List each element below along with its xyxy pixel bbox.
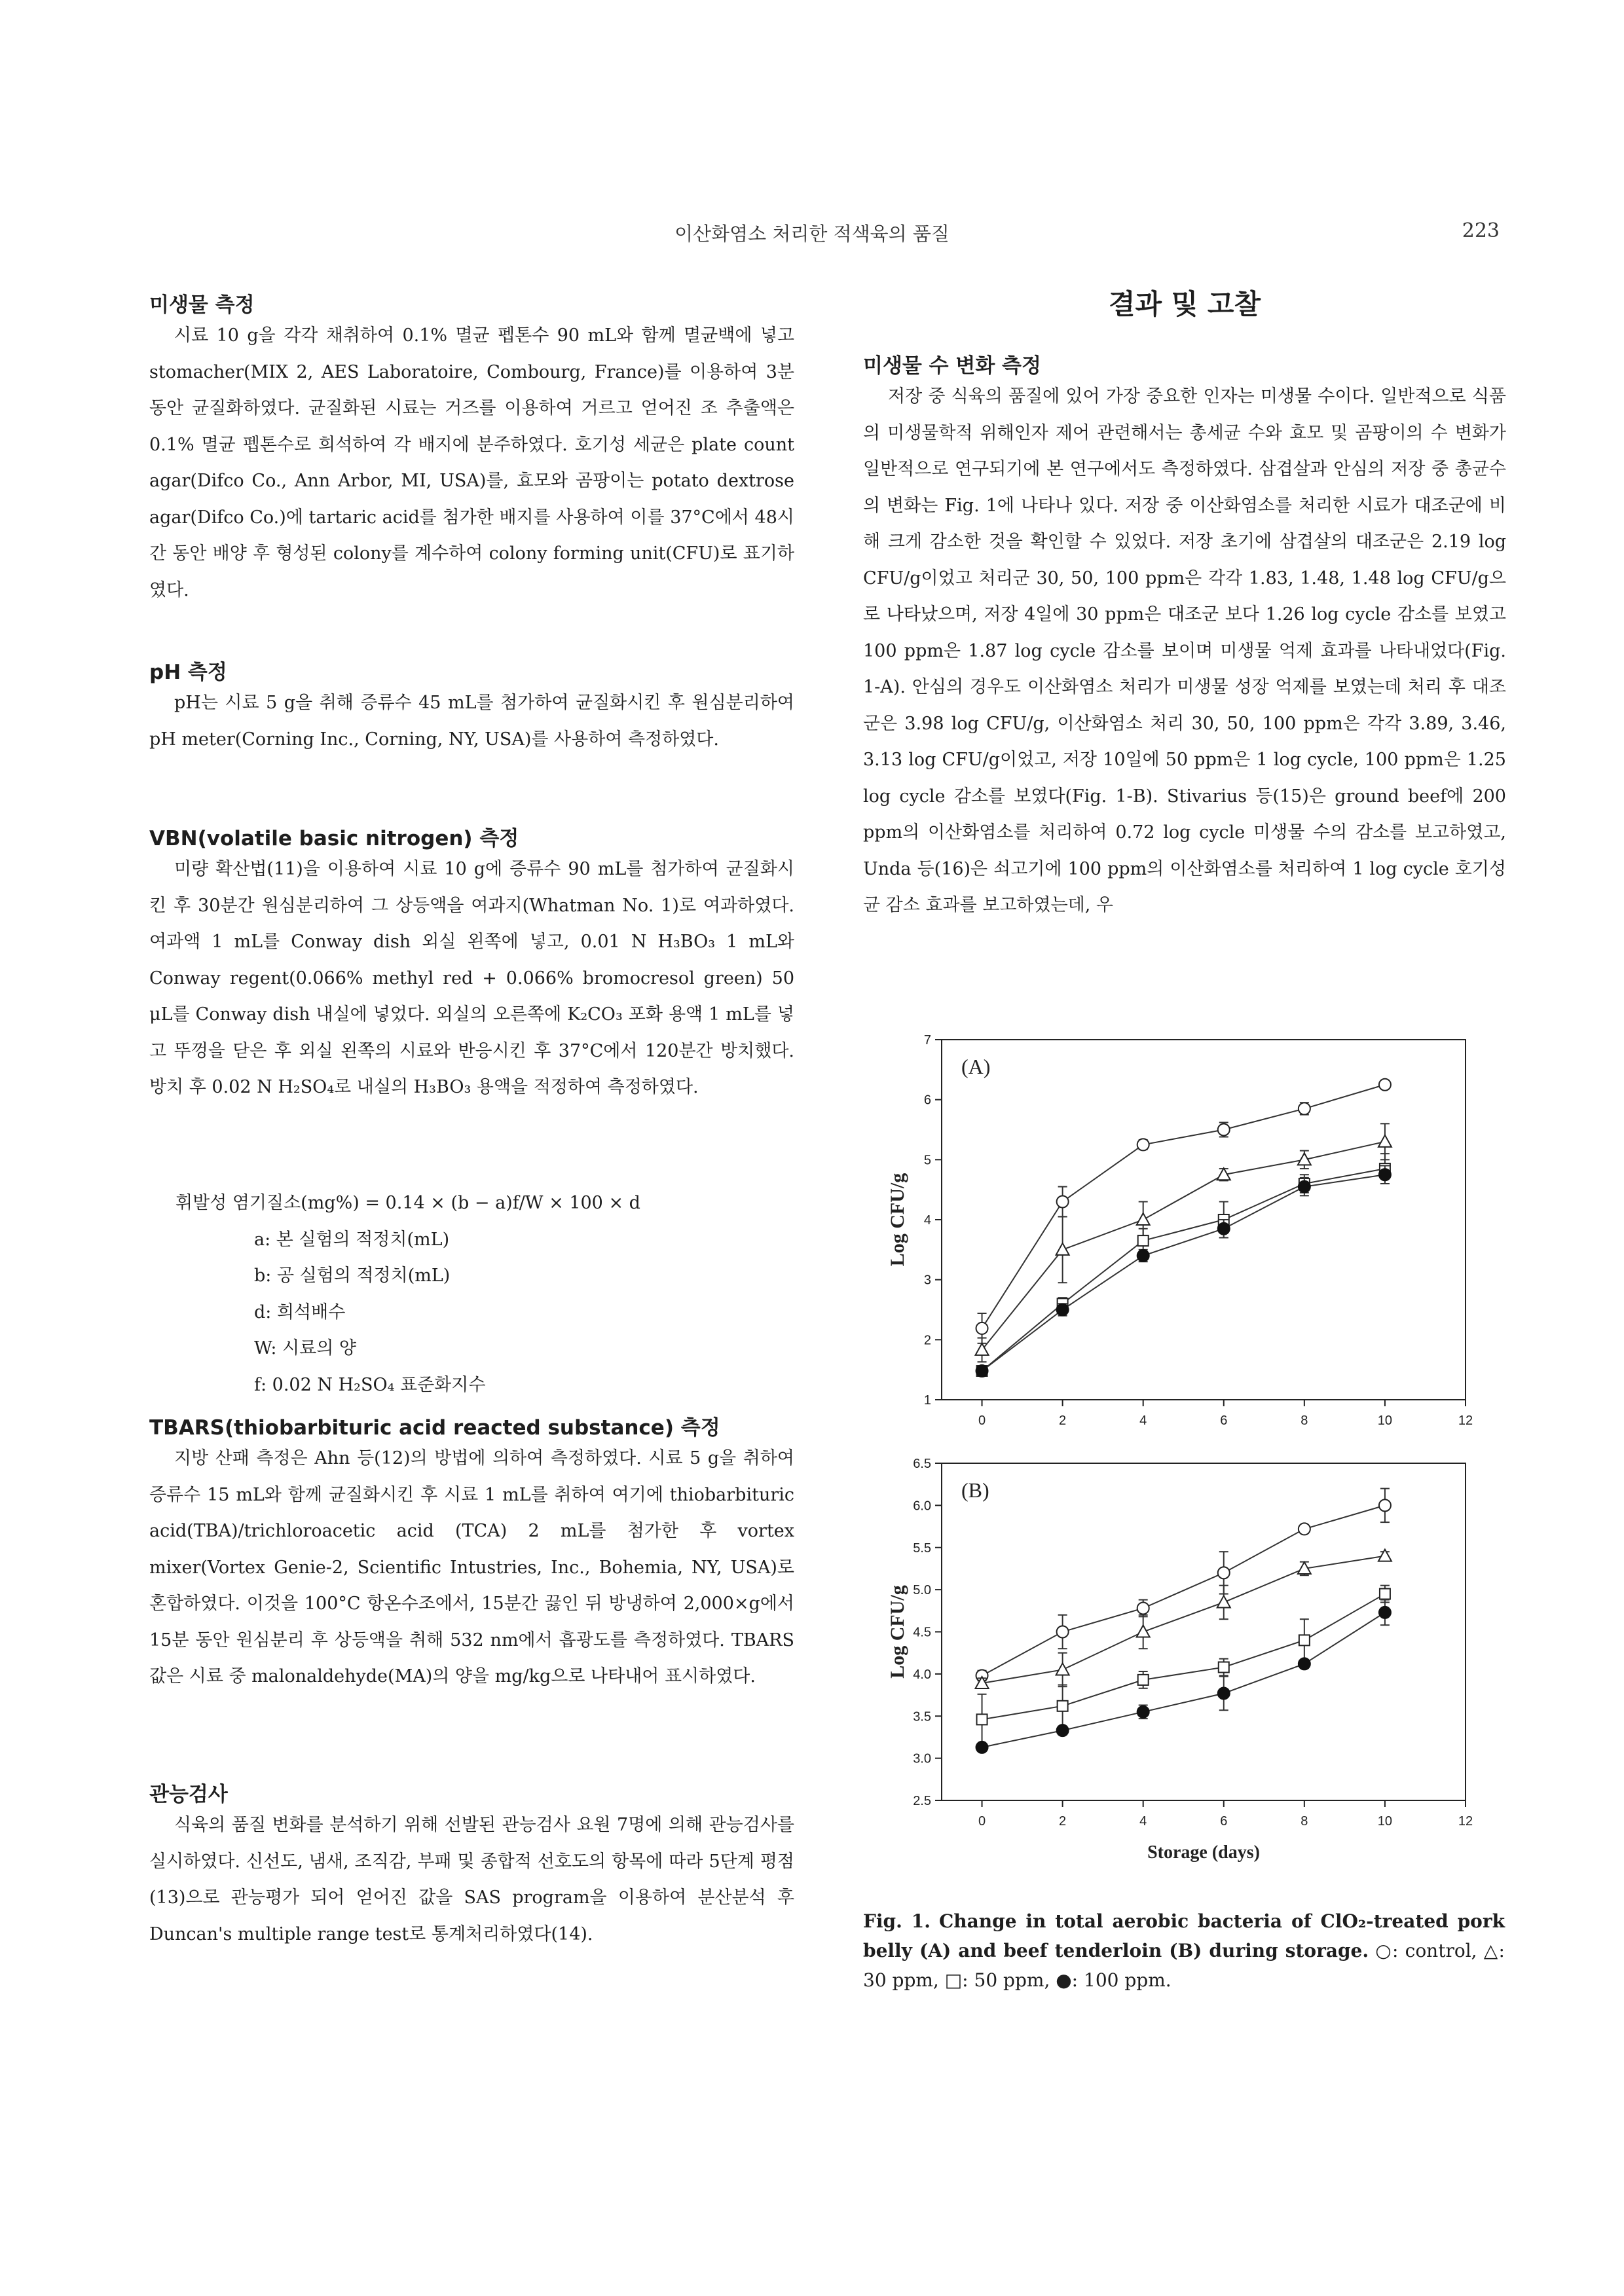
- caption-legend: ○: control, △: 30 ppm, □: 50 ppm, ●: 100 ppm.: [863, 1940, 1505, 1991]
- series-50-ppm: [977, 1154, 1390, 1376]
- y-tick-label: 2: [923, 1333, 931, 1348]
- y-tick-label: 4.5: [913, 1625, 931, 1640]
- y-tick-label: 4: [923, 1213, 931, 1228]
- data-point: [1379, 1499, 1391, 1511]
- series-line: [982, 1505, 1385, 1675]
- data-point: [1299, 1523, 1310, 1535]
- y-tick-label: 4.0: [913, 1667, 931, 1682]
- panel-label: (A): [961, 1055, 991, 1078]
- x-tick-label: 0: [978, 1413, 986, 1428]
- data-point: [1137, 1626, 1150, 1637]
- x-tick-label: 10: [1377, 1814, 1393, 1829]
- data-point: [1057, 1724, 1069, 1736]
- plot-frame: [942, 1040, 1466, 1400]
- data-point: [976, 1365, 988, 1377]
- x-tick-label: 8: [1301, 1814, 1308, 1829]
- data-point: [1379, 1607, 1391, 1618]
- paragraph: 미량 확산법(11)을 이용하여 시료 10 g에 증류수 90 mL를 첨가하여 균질화시킨 후 30분간 원심분리하여 그 상등액을 여과지(Whatman No. 1)로 여과하였다. 여과액 1 mL를 Conway dish 외실 왼쪽에 넣고, 0.01 N H₃BO₃ 1 mL와 Conway regent(0.066% methyl red + 0.066% bromocresol green) 50 μL를 Conway dish 내실에 넣었다. 외실의 오른쪽에 K₂CO₃ 포화 용액 1 mL를 넣고 뚜껑을 닫은 후 외실 왼쪽의 시료와 반응시킨 후 37°C에서 120분간 방치했다. 방치 후 0.02 N H₂SO₄로 내실의 H₃BO₃ 용액을 적정하여 측정하였다.: [149, 859, 794, 1097]
- x-tick-label: 10: [1377, 1413, 1393, 1428]
- data-point: [1057, 1304, 1069, 1316]
- running-title: 이산화염소 처리한 적색육의 품질: [674, 223, 950, 245]
- section-tbars: [149, 1411, 794, 1695]
- series-line: [982, 1085, 1385, 1328]
- data-point: [1218, 1687, 1230, 1699]
- data-point: [977, 1714, 987, 1724]
- data-point: [1218, 1567, 1230, 1578]
- data-point: [1299, 1635, 1310, 1645]
- data-point: [1299, 1102, 1310, 1114]
- data-point: [1137, 1250, 1149, 1262]
- y-tick-label: 5.0: [913, 1583, 931, 1598]
- x-tick-label: 8: [1301, 1413, 1308, 1428]
- paragraph: 저장 중 식육의 품질에 있어 가장 중요한 인자는 미생물 수이다. 일반적으로 식품의 미생물학적 위해인자 제어 관련해서는 총세균 수와 효모 및 곰팡이의 수 변화가 일반적으로 연구되기에 본 연구에서도 측정하였다. 삼겹살과 안심의 저장 중 총균수의 변화는 Fig. 1에 나타나 있다. 저장 중 이산화염소를 처리한 시료가 대조군에 비해 크게 감소한 것을 확인할 수 있었다. 저장 초기에 삼겹살의 대조군은 2.19 log CFU/g이었고 처리군 30, 50, 100 ppm은 각각 1.83, 1.48, 1.48 log CFU/g으로 나타났으며, 저장 4일에 30 ppm은 대조군 보다 1.26 log cycle 감소를 보였고 100 ppm은 1.87 log cycle 감소를 보이며 미생물 억제 효과를 나타내었다(Fig. 1-A). 안심의 경우도 이산화염소 처리가 미생물 성장 억제를 보였는데 처리 후 대조군은 3.98 log CFU/g, 이산화염소 처리 30, 50, 100 ppm은 각각 3.89, 3.46, 3.13 log CFU/g이었고, 저장 10일에 50 ppm은 1 log cycle, 100 ppm은 1.25 log cycle 감소를 보였다(Fig. 1-B). Stivarius 등(15)은 ground beef에 200 ppm의 이산화염소를 처리하여 0.72 log cycle 미생물 수의 감소를 보고하였고, Unda 등(16)은 쇠고기에 100 ppm의 이산화염소를 처리하여 1 log cycle 호기성균 감소 효과를 보고하였는데, 우: [863, 386, 1506, 915]
- caption-label: Fig. 1.: [863, 1910, 931, 1932]
- section-vbn: [149, 822, 794, 1106]
- figure-1: [863, 1028, 1506, 1901]
- section-microbe-results: [863, 349, 1506, 924]
- data-point: [1378, 1135, 1392, 1147]
- paragraph: 지방 산패 측정은 Ahn 등(12)의 방법에 의하여 측정하였다. 시료 5 g을 취하여 증류수 15 mL와 함께 균질화시킨 후 시료 1 mL를 취하여 여기에 thiobarbituric acid(TBA)/trichloroacetic acid (TCA) 2 mL를 첨가한 후 vortex mixer(Vortex Genie-2, Scientific Intustries, Inc., Bohemia, NY, USA)로 혼합하였다. 이것을 100°C 항온수조에서, 15분간 끓인 뒤 방냉하여 2,000×g에서 15분 동안 원심분리 후 상등액을 취해 532 nm에서 흡광도를 측정하였다. TBARS값은 시료 중 malonaldehyde(MA)의 양을 mg/kg으로 나타내어 표시하였다.: [149, 1448, 794, 1686]
- caption-title: Change in total aerobic bacteria of ClO₂-treated pork belly (A) and beef tenderloin (B) during storage.: [863, 1910, 1505, 1961]
- figure-1-svg: [863, 1028, 1506, 1899]
- data-point: [1219, 1662, 1229, 1673]
- section-microbe-method: [149, 288, 794, 608]
- vbn-formula: [175, 1185, 640, 1403]
- data-point: [1299, 1181, 1310, 1193]
- data-point: [1057, 1626, 1069, 1638]
- data-point: [1299, 1658, 1310, 1669]
- data-point: [1056, 1243, 1069, 1255]
- series-line: [982, 1175, 1385, 1371]
- page-number: 223: [1462, 219, 1500, 242]
- section-sensory: [149, 1777, 794, 1952]
- x-tick-label: 0: [978, 1814, 986, 1829]
- data-point: [1137, 1213, 1150, 1225]
- data-point: [1058, 1701, 1068, 1711]
- chart-panel-a: [887, 1033, 1473, 1428]
- series-line: [982, 1613, 1385, 1747]
- data-point: [1138, 1235, 1149, 1246]
- section-ph: [149, 655, 794, 757]
- y-tick-label: 5: [923, 1153, 931, 1168]
- panel-label: (B): [961, 1478, 989, 1502]
- series-100-ppm: [976, 1600, 1391, 1753]
- data-point: [1138, 1675, 1149, 1685]
- formula-def-w: W: 시료의 양: [254, 1338, 356, 1358]
- data-point: [1218, 1124, 1230, 1136]
- y-tick-label: 3.5: [913, 1709, 931, 1724]
- y-tick-label: 3.0: [913, 1751, 931, 1766]
- x-tick-label: 4: [1139, 1413, 1147, 1428]
- data-point: [1218, 1223, 1230, 1235]
- results-title: 결과 및 고찰: [1108, 288, 1261, 320]
- data-point: [1379, 1079, 1391, 1091]
- x-axis-label: Storage (days): [1147, 1842, 1260, 1863]
- series-line: [982, 1142, 1385, 1350]
- y-tick-label: 7: [923, 1033, 931, 1048]
- data-point: [1137, 1602, 1149, 1614]
- data-point: [976, 1741, 988, 1753]
- y-tick-label: 3: [923, 1273, 931, 1288]
- y-axis-label: Log CFU/g: [887, 1585, 908, 1679]
- formula-def-b: b: 공 실험의 적정치(mL): [254, 1266, 451, 1286]
- y-tick-label: 2.5: [913, 1794, 931, 1808]
- x-tick-label: 6: [1220, 1413, 1228, 1428]
- series-line: [982, 1169, 1385, 1371]
- data-point: [1217, 1595, 1230, 1607]
- y-tick-label: 5.5: [913, 1540, 931, 1556]
- data-point: [1379, 1169, 1391, 1180]
- y-tick-label: 6: [923, 1093, 931, 1108]
- chart-panel-b: [887, 1457, 1473, 1863]
- x-tick-label: 2: [1059, 1413, 1067, 1428]
- section-heading: 미생물 수 변화 측정: [863, 354, 1041, 378]
- series-control: [976, 1489, 1391, 1682]
- formula-def-f: f: 0.02 N H₂SO₄ 표준화지수: [254, 1374, 486, 1395]
- section-heading: 미생물 측정: [149, 293, 255, 317]
- y-tick-label: 1: [923, 1393, 931, 1408]
- paragraph: pH는 시료 5 g을 취해 증류수 45 mL를 첨가하여 균질화시킨 후 원심분리하여 pH meter(Corning Inc., Corning, NY, USA)를 사용하여 측정하였다.: [149, 693, 794, 750]
- y-tick-label: 6.5: [913, 1457, 931, 1471]
- series-50-ppm: [977, 1586, 1390, 1745]
- data-point: [1380, 1589, 1390, 1599]
- section-heading: 관능검사: [149, 1783, 228, 1806]
- section-heading: VBN(volatile basic nitrogen) 측정: [149, 827, 519, 850]
- formula-def-a: a: 본 실험의 적정치(mL): [254, 1229, 450, 1250]
- y-tick-label: 6.0: [913, 1499, 931, 1514]
- data-point: [1057, 1196, 1069, 1208]
- series-line: [982, 1556, 1385, 1683]
- paragraph: 시료 10 g을 각각 채취하여 0.1% 멸균 펩톤수 90 mL와 함께 멸균백에 넣고 stomacher(MIX 2, AES Laboratoire, Combourg, France)를 이용하여 3분 동안 균질화하였다. 균질화된 시료는 거즈를 이용하여 거르고 얻어진 조 추출액은 0.1% 멸균 펩톤수로 희석하여 각 배지에 분주하였다. 호기성 세균은 plate count agar(Difco Co., Ann Arbor, MI, USA)를, 효모와 곰팡이는 potato dextrose agar(Difco Co.)에 tartaric acid를 첨가한 배지를 사용하여 이를 37°C에서 48시간 동안 배양 후 형성된 colony를 계수하여 colony forming unit(CFU)로 표기하였다.: [149, 325, 794, 600]
- plot-frame: [942, 1463, 1466, 1800]
- data-point: [976, 1322, 988, 1334]
- y-axis-label: Log CFU/g: [887, 1173, 908, 1267]
- x-tick-label: 2: [1059, 1814, 1067, 1829]
- paragraph: 식육의 품질 변화를 분석하기 위해 선발된 관능검사 요원 7명에 의해 관능검사를 실시하였다. 신선도, 냄새, 조직감, 부패 및 종합적 선호도의 항목에 따라 5단계 평점(13)으로 관능평가 되어 얻어진 값을 SAS program을 이용하여 분산분석 후 Duncan's multiple range test로 통계처리하였다(14).: [149, 1815, 794, 1944]
- series-line: [982, 1594, 1385, 1720]
- x-tick-label: 4: [1139, 1814, 1147, 1829]
- series-control: [976, 1079, 1391, 1343]
- x-tick-label: 12: [1458, 1814, 1473, 1829]
- section-heading: pH 측정: [149, 661, 227, 684]
- data-point: [1137, 1706, 1149, 1718]
- formula-def-d: d: 희석배수: [254, 1302, 346, 1322]
- x-tick-label: 12: [1458, 1413, 1473, 1428]
- figure-caption: [863, 1906, 1505, 1995]
- series-30-ppm: [976, 1550, 1392, 1688]
- formula-main: 휘발성 염기질소(mg%) = 0.14 × (b − a)f/W × 100 × d: [175, 1193, 640, 1213]
- data-point: [1137, 1139, 1149, 1150]
- data-point: [1056, 1663, 1069, 1675]
- x-tick-label: 6: [1220, 1814, 1228, 1829]
- section-heading: TBARS(thiobarbituric acid reacted substance) 측정: [149, 1416, 720, 1440]
